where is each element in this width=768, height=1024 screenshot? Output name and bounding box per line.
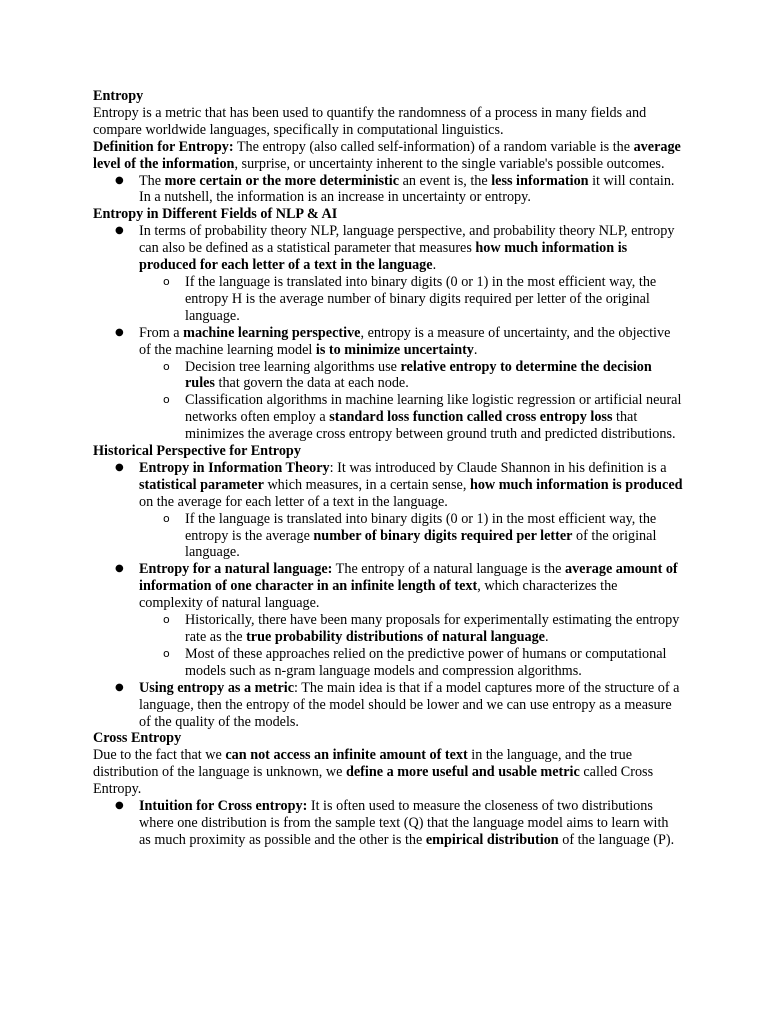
bold-text: empirical distribution — [425, 831, 559, 848]
text-run: : The main idea is that if a model captures more of the structure of a language, then the entropy of the model should be lower and we can use entropy as a measure of the quality of the models. — [139, 679, 680, 730]
text-run: of the language (P). — [558, 831, 675, 848]
bullet-circle-icon: o — [163, 393, 170, 407]
sub-bullet-list — [139, 612, 683, 680]
bullet-dot-icon: ● — [115, 563, 124, 575]
text-run: of the original language. — [185, 527, 657, 561]
bold-text: statistical parameter — [139, 476, 264, 493]
sub-list-item — [163, 358, 683, 393]
text-run: . — [432, 257, 437, 274]
bullet-list — [93, 223, 683, 443]
sub-list-item — [163, 510, 683, 562]
text-run: , which characterizes the complexity of natural language. — [139, 578, 618, 612]
list-item — [115, 324, 683, 443]
sub-list-item — [163, 612, 683, 646]
text-run: in the language, and the true distribution of the language is unknown, we — [93, 747, 633, 781]
text-run: From a — [139, 324, 184, 341]
text-run: If the language is translated into binary digits (0 or 1) in the most efficient way, the entropy H is the average number of binary digits required per letter of the original language. — [185, 273, 657, 324]
text-run: which measures, in a certain sense, — [263, 476, 470, 493]
bullet-circle-icon: o — [163, 613, 170, 627]
text-run: it will contain. In a nutshell, the information is an increase in uncertainty or entropy. — [139, 172, 675, 206]
text-run: The — [139, 172, 165, 189]
bullet-dot-icon: ● — [115, 681, 124, 693]
bold-text: relative entropy to determine the decision rules — [185, 358, 652, 392]
bold-text: more certain or the more deterministic — [164, 172, 400, 189]
bold-text: standard loss function called cross entropy loss — [329, 409, 613, 426]
text-run: Historically, there have been many proposals for experimentally estimating the entropy rate as the — [185, 612, 680, 645]
bullet-circle-icon: o — [163, 511, 170, 525]
text-run: : It was introduced by Claude Shannon in his definition is a — [329, 459, 667, 476]
bullet-dot-icon: ● — [115, 174, 124, 186]
bold-text: Using entropy as a metric — [139, 679, 294, 696]
bold-text: Definition for Entropy: — [93, 138, 234, 155]
text-run: . — [473, 341, 478, 358]
text-run: Classification algorithms in machine learning like logistic regression or artificial neural networks often employ a — [185, 392, 682, 426]
sub-bullet-list — [139, 511, 683, 562]
bold-text: can not access an infinite amount of text — [225, 747, 468, 764]
bullet-circle-icon: o — [163, 274, 170, 288]
bold-text: average amount of information of one character in an infinite length of text — [139, 561, 678, 595]
bold-text: how much information is produced for each letter of a text in the language — [139, 240, 628, 274]
bullet-circle-icon: o — [163, 646, 170, 660]
text-run: The entropy (also called self-information) of a random variable is the — [233, 138, 634, 155]
section-heading: Cross Entropy — [93, 730, 182, 747]
bold-text: Entropy for a natural language: — [139, 561, 333, 578]
text-run: an event is, the — [399, 172, 492, 189]
section-heading: Entropy — [93, 88, 144, 104]
section-heading: Historical Perspective for Entropy — [93, 443, 301, 460]
list-item — [115, 679, 683, 731]
text-run: In terms of probability theory NLP, language perspective, and probability theory NLP, entropy can also be defined as a statistical parameter that measures — [139, 223, 675, 257]
list-item — [115, 459, 683, 561]
bold-text: Entropy in Information Theory — [139, 459, 330, 476]
bold-text: how much information is produced — [469, 476, 683, 493]
sub-list-item — [163, 273, 683, 325]
text-run: that govern the data at each node. — [214, 375, 409, 392]
bullet-circle-icon: o — [163, 359, 170, 373]
bold-text: average level of the information — [93, 138, 681, 172]
bullet-dot-icon: ● — [115, 461, 124, 473]
paragraph — [93, 139, 683, 173]
paragraph — [93, 105, 683, 139]
bold-text: machine learning perspective — [183, 324, 361, 341]
bold-text: is to minimize uncertainty — [315, 341, 474, 358]
sub-bullet-list — [139, 359, 683, 444]
bullet-list — [93, 173, 683, 207]
sub-list-item — [163, 392, 683, 443]
text-run: Most of these approaches relied on the predictive power of humans or computational models such as n-gram language models and compression algorithms. — [185, 645, 667, 679]
text-run: If the language is translated into binary digits (0 or 1) in the most efficient way, the entropy is the average — [185, 510, 657, 544]
text-run: on the average for each letter of a text in the language. — [139, 493, 448, 510]
text-run: Due to the fact that we — [93, 747, 226, 764]
text-run: Decision tree learning algorithms use — [185, 358, 401, 375]
list-item — [115, 798, 683, 849]
text-run: , entropy is a measure of uncertainty, and the objective of the machine learning model — [139, 324, 671, 358]
document-page — [93, 88, 683, 849]
text-run: It is often used to measure the closeness of two distributions where one distribution is from the sample text (Q) that the language model aims to learn with as much proximity as possible and the other is the — [139, 798, 669, 848]
text-run: that minimizes the average cross entropy between ground truth and predicted distributions. — [185, 409, 676, 443]
text-run: Entropy is a metric that has been used to quantify the randomness of a process in many fields and compare worldwide languages, specifically in computational linguistics. — [93, 104, 647, 138]
bullet-dot-icon: ● — [115, 225, 124, 237]
list-item — [115, 561, 683, 679]
bullet-list — [93, 460, 683, 731]
text-run: . — [544, 629, 549, 645]
section-heading: Entropy in Different Fields of NLP & AI — [93, 206, 338, 223]
sub-bullet-list — [139, 274, 683, 325]
bold-text: define a more useful and usable metric — [345, 764, 580, 781]
text-run: The entropy of a natural language is the — [332, 561, 565, 578]
bold-text: Intuition for Cross entropy: — [139, 798, 308, 815]
text-run: called Cross Entropy. — [93, 764, 654, 798]
bullet-list — [93, 798, 683, 849]
sub-list-item — [163, 645, 683, 680]
paragraph — [93, 747, 683, 798]
bold-text: true probability distributions of natural language — [246, 629, 545, 645]
text-run: , surprise, or uncertainty inherent to the single variable's possible outcomes. — [234, 155, 665, 172]
bullet-dot-icon: ● — [115, 326, 124, 338]
bold-text: number of binary digits required per letter — [313, 527, 573, 544]
bold-text: less information — [491, 172, 589, 189]
list-item — [115, 172, 683, 207]
list-item — [115, 223, 683, 324]
bullet-dot-icon: ● — [115, 800, 124, 812]
